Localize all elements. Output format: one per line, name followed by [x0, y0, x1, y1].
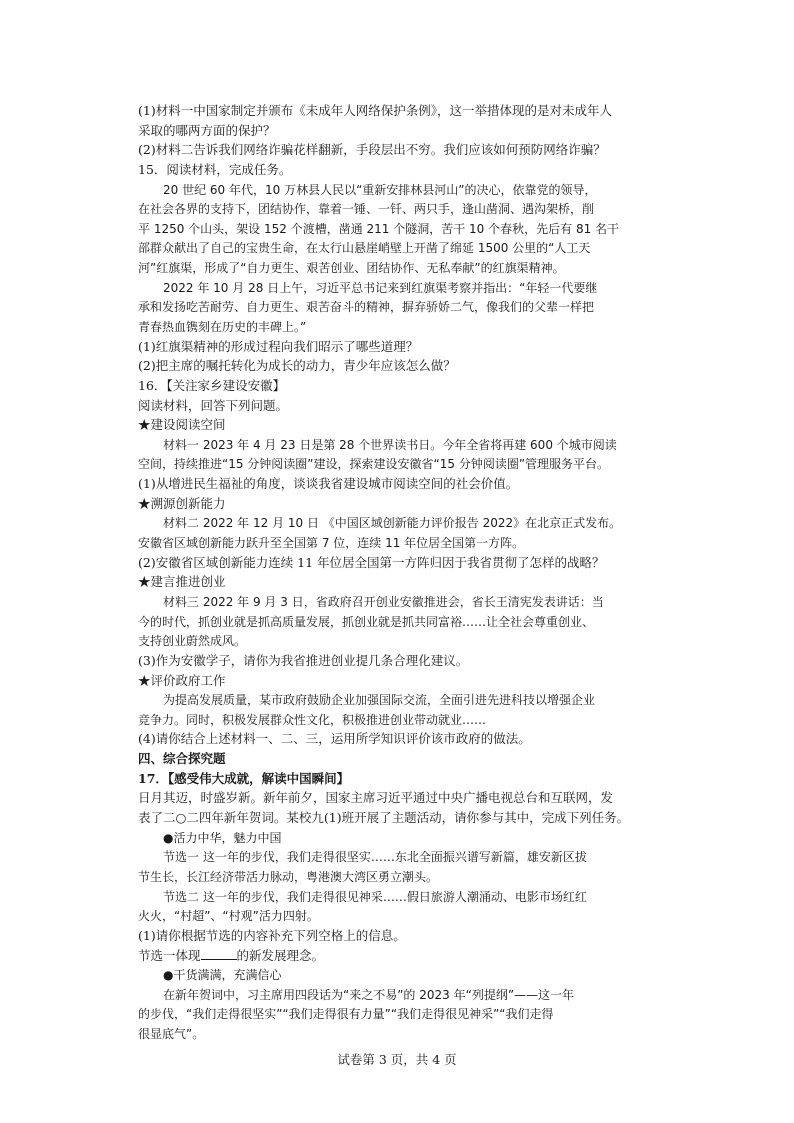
fill-suffix: 的新发展理念。: [236, 948, 325, 963]
q16-section-heading: ★溯源创新能力: [138, 496, 226, 511]
q16-material-line: 材料一 2023 年 4 月 23 日是第 28 个世界读书日。今年全省将再建 600 个城市阅读: [163, 438, 617, 452]
q14-part1-line1: (1)材料一中国家制定并颁布《未成年人网络保护条例》，这一举措体现的是对未成年人: [138, 103, 612, 118]
page-footer: 试卷第 3 页，共 4 页: [337, 1052, 457, 1067]
q16-question: (4)请你结合上述材料一、二、三，运用所学知识评价该市政府的做法。: [138, 731, 531, 746]
q15-para2-line: 青春热血镌刻在历史的丰碑上。”: [138, 320, 307, 334]
q16-title: 16．【关注家乡建设安徽】: [138, 378, 286, 393]
q17-activity-heading: ●活力中华，魅力中国: [163, 831, 282, 845]
q17-activity-heading: ●干货满满，充满信心: [163, 968, 282, 982]
q14-part1-line2: 采取的哪两方面的保护？: [138, 123, 276, 138]
q16-material-line: 为提高发展质量，某市政府鼓励企业加强国际交流，全面引进先进科技以增强企业: [163, 693, 596, 707]
q17-fill-line: [138, 947, 678, 964]
q17-intro-line: 日月其迈，时盛岁新。新年前夕，国家主席习近平通过中央广播电视总台和互联网，发: [138, 790, 614, 805]
q16-instruction: 阅读材料，回答下列问题。: [138, 398, 289, 413]
q16-question: (1)从增进民生福祉的角度，谈谈我省建设城市阅读空间的社会价值。: [138, 476, 519, 491]
q16-section-heading: ★建设阅读空间: [138, 417, 226, 432]
q16-material-line: 支持创业蔚然成风。: [138, 634, 247, 648]
answer-blank[interactable]: [201, 947, 237, 960]
q16-material-line: 安徽省区域创新能力跃升至全国第 7 位，连续 11 年位居全国第一方阵。: [138, 536, 525, 550]
q16-section-heading: ★评价政府工作: [138, 673, 226, 688]
q16-material-line: 竞争力。同时，积极发展群众性文化，积极推进创业带动就业……: [138, 713, 487, 727]
q16-material-line: 今的时代，抓创业就是抓高质量发展，抓创业就是抓共同富裕……让全社会尊重创业、: [138, 615, 595, 629]
part4-heading: 四、综合探究题: [138, 751, 226, 766]
q16-material-line: 材料三 2022 年 9 月 3 日，省政府召开创业安徽推进会，省长王清宪发表讲话：当: [163, 595, 604, 609]
q17-material-line: 的步伐，“我们走得很坚实”“我们走得很有力量”“我们走得很见神采”“我们走得: [138, 1007, 554, 1021]
q17-intro-line: 表了二○二四年新年贺词。某校九(1)班开展了主题活动，请你参与其中，完成下列任务。: [138, 810, 630, 825]
q16-section-heading: ★建言推进创业: [138, 574, 226, 589]
q15-para1-line: 20 世纪 60 年代，10 万林县人民以“重新安排林县河山”的决心，依靠党的领导，: [163, 183, 597, 197]
q15-title: 15．阅读材料，完成任务。: [138, 162, 292, 177]
q15-para1-line: 平 1250 个山头，架设 152 个渡槽，凿通 211 个隧洞，苦干 10 个春秋，先后有 81 名干: [138, 222, 620, 236]
q15-para1-line: 部群众献出了自己的宝贵生命，在太行山悬崖峭壁上开凿了绵延 1500 公里的“人工天: [138, 241, 591, 255]
q17-excerpt-line: 节选二 这一年的步伐，我们走得很见神采……假日旅游人潮涌动、电影市场红红: [163, 890, 587, 904]
fill-prefix: 节选一体现: [138, 948, 201, 963]
q16-material-line: 空间，持续推进“15 分钟阅读圈”建设，探索建设安徽省“15 分钟阅读圈”管理服务平台。: [138, 457, 610, 471]
q15-para1-line: 河”红旗渠，形成了“自力更生、艰苦创业、团结协作、无私奉献”的红旗渠精神。: [138, 261, 565, 275]
q17-material-line: 在新年贺词中，习主席用四段话为“来之不易”的 2023 年“列提纲”——这一年: [163, 988, 575, 1002]
q17-excerpt-line: 节生长，长江经济带活力脉动，粤港澳大湾区勇立潮头。: [138, 870, 439, 884]
q15-para2-line: 2022 年 10 月 28 日上午，习近平总书记来到红旗渠考察并指出：“年轻一代要继: [163, 281, 598, 295]
q17-excerpt-line: 火火，“村超”、“村观”活力四射。: [138, 909, 319, 923]
q15-sub1: (1)红旗渠精神的形成过程向我们昭示了哪些道理？: [138, 339, 419, 354]
q15-para2-line: 承和发扬吃苦耐劳、自力更生、艰苦奋斗的精神，摒弃骄娇二气，像我们的父辈一样把: [138, 300, 595, 314]
q14-part2: (2)材料二告诉我们网络诈骗花样翻新，手段层出不穷。我们应该如何预防网络诈骗？: [138, 142, 606, 157]
q17-title: 17．【感受伟大成就，解读中国瞬间】: [138, 771, 350, 786]
q17-material-line: 很显底气”。: [138, 1027, 205, 1041]
q16-question: (2)安徽省区域创新能力连续 11 年位居全国第一方阵归因于我省贯彻了怎样的战略？: [138, 555, 605, 570]
q17-sub1: (1)请你根据节选的内容补充下列空格上的信息。: [138, 928, 406, 943]
q16-question: (3)作为安徽学子，请你为我省推进创业提几条合理化建议。: [138, 653, 469, 668]
q17-excerpt-line: 节选一 这一年的步伐，我们走得很坚实……东北全面振兴谱写新篇，雄安新区拔: [163, 850, 587, 864]
q16-material-line: 材料二 2022 年 12 月 10 日 《中国区域创新能力评价报告 2022》在北京正式发布。: [163, 516, 622, 530]
q15-sub2: (2)把主席的嘱托转化为成长的动力，青少年应该怎么做？: [138, 358, 456, 373]
q15-para1-line: 在社会各界的支持下，团结协作，靠着一锤、一钎、两只手，逢山凿洞、遇沟架桥，削: [138, 202, 595, 216]
